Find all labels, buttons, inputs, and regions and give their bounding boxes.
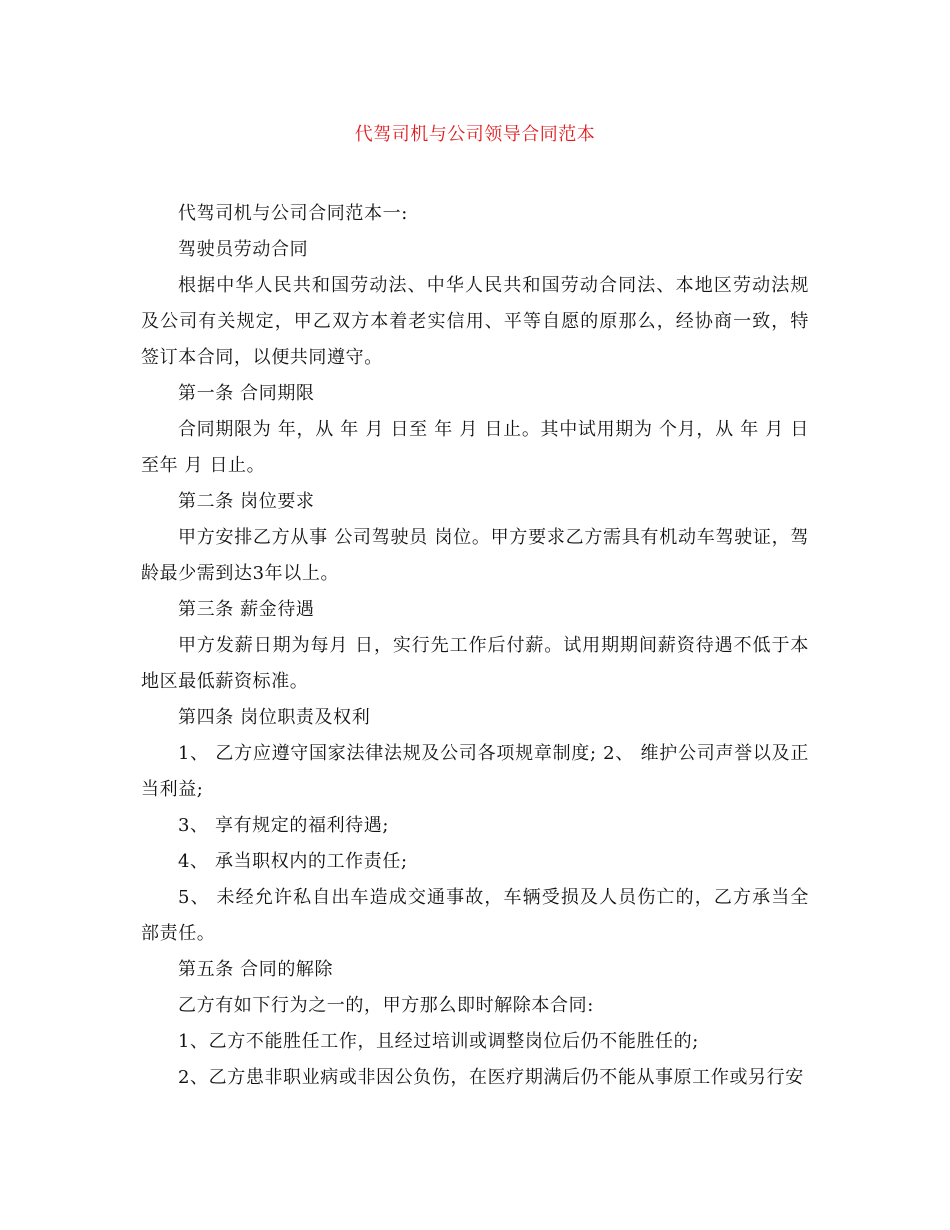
paragraph-article-3-text: 甲方发薪日期为每月 日，实行先工作后付薪。试用期期间薪资待遇不低于本地区最低薪资标准。 bbox=[141, 635, 809, 692]
paragraph-article-5-item-2: 2、乙方患非职业病或非因公负伤，在医疗期满后仍不能从事原工作或另行安 bbox=[178, 1067, 804, 1088]
paragraph-article-5-item-1: 1、乙方不能胜任工作，且经过培训或调整岗位后仍不能胜任的; bbox=[178, 1031, 699, 1052]
paragraph-section-heading: 代驾司机与公司合同范本一: bbox=[178, 203, 408, 224]
paragraph-article-4-heading: 第四条 岗位职责及权利 bbox=[178, 707, 371, 728]
paragraph-contract-name: 驾驶员劳动合同 bbox=[178, 239, 309, 260]
paragraph-article-5-heading: 第五条 合同的解除 bbox=[178, 959, 334, 980]
paragraph-article-2-text: 甲方安排乙方从事 公司驾驶员 岗位。甲方要求乙方需具有机动车驾驶证，驾龄最少需到达3年以上。 bbox=[141, 527, 809, 584]
paragraph-article-1-heading: 第一条 合同期限 bbox=[178, 383, 315, 404]
document-title: 代驾司机与公司领导合同范本 bbox=[354, 124, 596, 145]
paragraph-article-4-item-4: 4、 承当职权内的工作责任; bbox=[178, 851, 408, 872]
paragraph-article-3-heading: 第三条 薪金待遇 bbox=[178, 599, 315, 620]
paragraph-article-4-item-3: 3、 享有规定的福利待遇; bbox=[178, 815, 390, 836]
paragraph-article-2-heading: 第二条 岗位要求 bbox=[178, 491, 315, 512]
document-body bbox=[141, 196, 809, 1096]
paragraph-article-5-intro: 乙方有如下行为之一的，甲方那么即时解除本合同: bbox=[178, 995, 594, 1016]
paragraph-article-4-item-1-2: 1、 乙方应遵守国家法律法规及公司各项规章制度; 2、 维护公司声誉以及正当利益; bbox=[141, 743, 809, 800]
paragraph-article-4-item-5: 5、 未经允许私自出车造成交通事故，车辆受损及人员伤亡的，乙方承当全部责任。 bbox=[141, 887, 809, 944]
paragraph-preamble: 根据中华人民共和国劳动法、中华人民共和国劳动合同法、本地区劳动法规及公司有关规定，甲乙双方本着老实信用、平等自愿的原那么，经协商一致，特签订本合同，以便共同遵守。 bbox=[141, 275, 809, 368]
paragraph-article-1-text: 合同期限为 年，从 年 月 日至 年 月 日止。其中试用期为 个月，从 年 月 日至年 月 日止。 bbox=[141, 419, 809, 476]
